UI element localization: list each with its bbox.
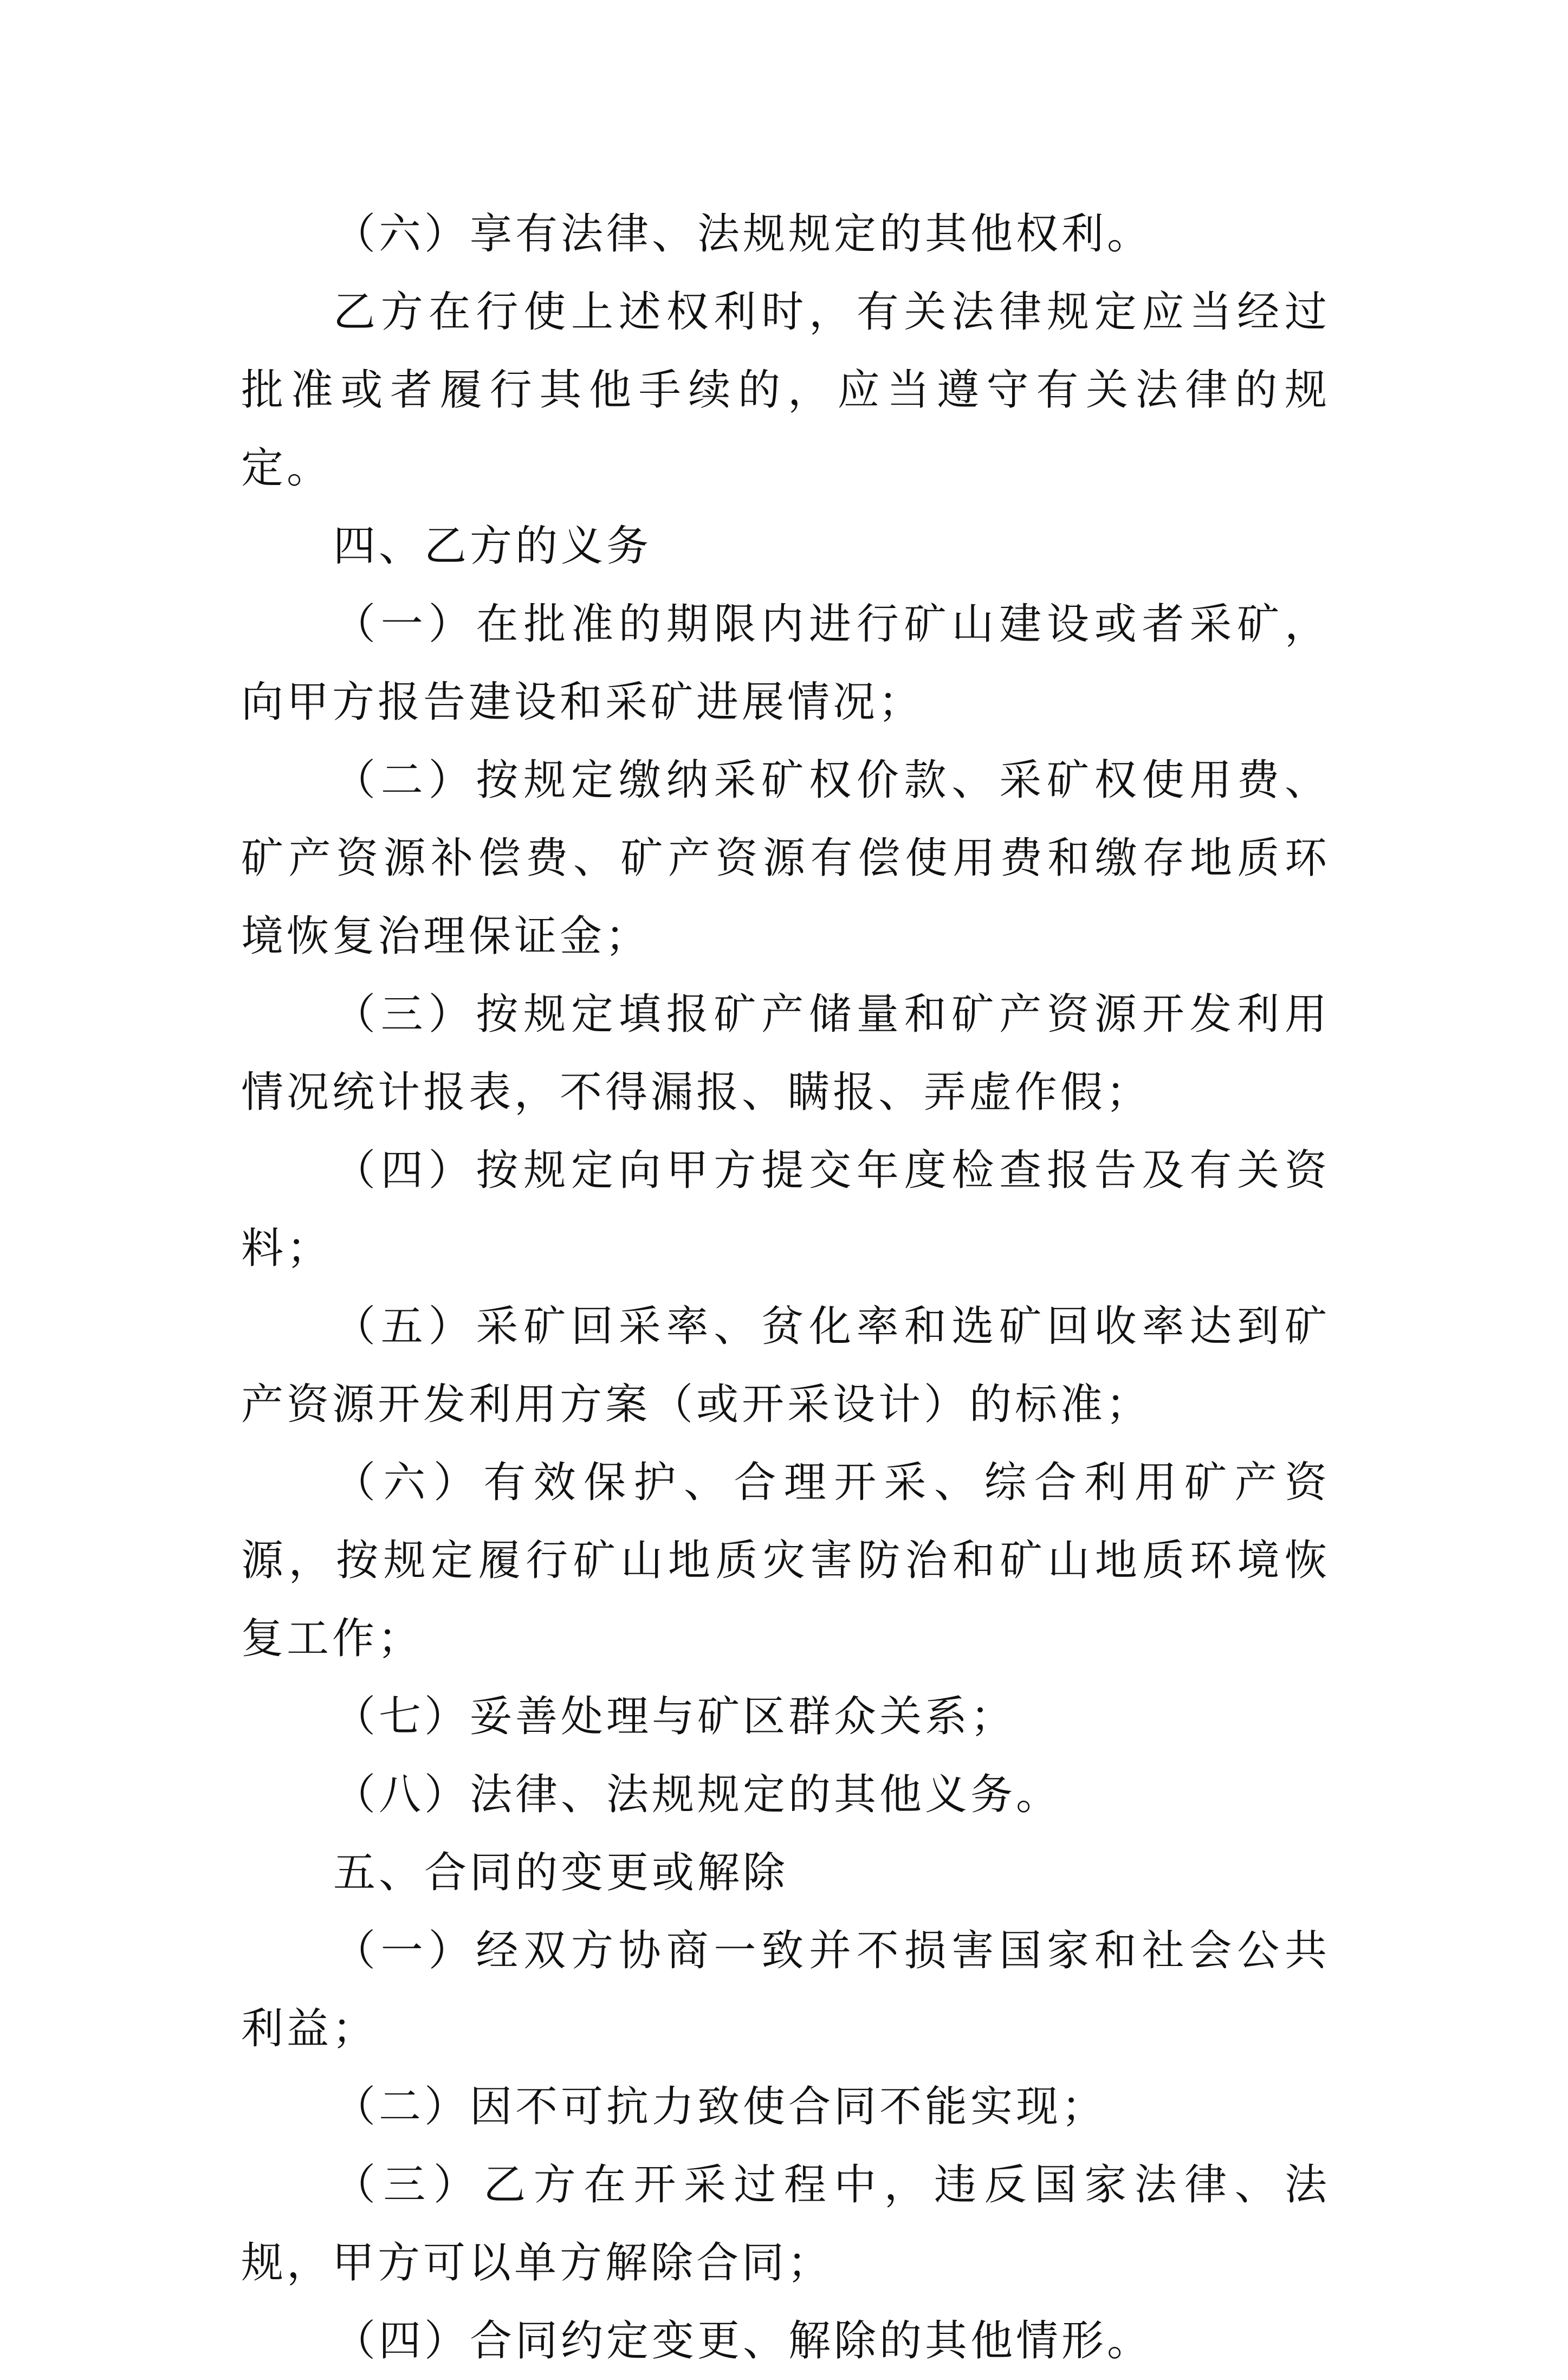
- paragraph-duty-1: （一）在批准的期限内进行矿山建设或者采矿，向甲方报告建设和采矿进展情况；: [241, 600, 1330, 727]
- paragraph-change-1: （一）经双方协商一致并不损害国家和社会公共利益；: [241, 1926, 1330, 2053]
- paragraph-approval-note: 乙方在行使上述权利时，有关法律规定应当经过批准或者履行其他手续的，应当遵守有关法律的规定。: [241, 288, 1330, 493]
- section-heading-4: 四、乙方的义务: [333, 522, 652, 571]
- paragraph-duty-3: （三）按规定填报矿产储量和矿产资源开发利用情况统计报表，不得漏报、瞒报、弄虚作假；: [241, 990, 1330, 1117]
- paragraph-change-4: （四）合同约定变更、解除的其他情形。: [333, 2317, 1153, 2365]
- document-body: [241, 195, 1330, 2380]
- paragraph-change-3: （三）乙方在开采过程中，违反国家法律、法规，甲方可以单方解除合同；: [241, 2161, 1330, 2287]
- paragraph-duty-4: （四）按规定向甲方提交年度检查报告及有关资料；: [241, 1146, 1330, 1273]
- paragraph-duty-6: （六）有效保护、合理开采、综合利用矿产资源，按规定履行矿山地质灾害防治和矿山地质环境恢复工作；: [241, 1458, 1330, 1663]
- paragraph-change-2: （二）因不可抗力致使合同不能实现；: [333, 2082, 1107, 2131]
- paragraph-duty-5: （五）采矿回采率、贫化率和选矿回收率达到矿产资源开发利用方案（或开采设计）的标准；: [241, 1302, 1330, 1429]
- paragraph-duty-8: （八）法律、法规规定的其他义务。: [333, 1770, 1062, 1819]
- paragraph-right-6: （六）享有法律、法规规定的其他权利。: [333, 210, 1153, 258]
- section-heading-5: 五、合同的变更或解除: [333, 1848, 789, 1897]
- paragraph-duty-7: （七）妥善处理与矿区群众关系；: [333, 1692, 1016, 1741]
- paragraph-duty-2: （二）按规定缴纳采矿权价款、采矿权使用费、矿产资源补偿费、矿产资源有偿使用费和缴存地质环境恢复治理保证金；: [241, 756, 1330, 961]
